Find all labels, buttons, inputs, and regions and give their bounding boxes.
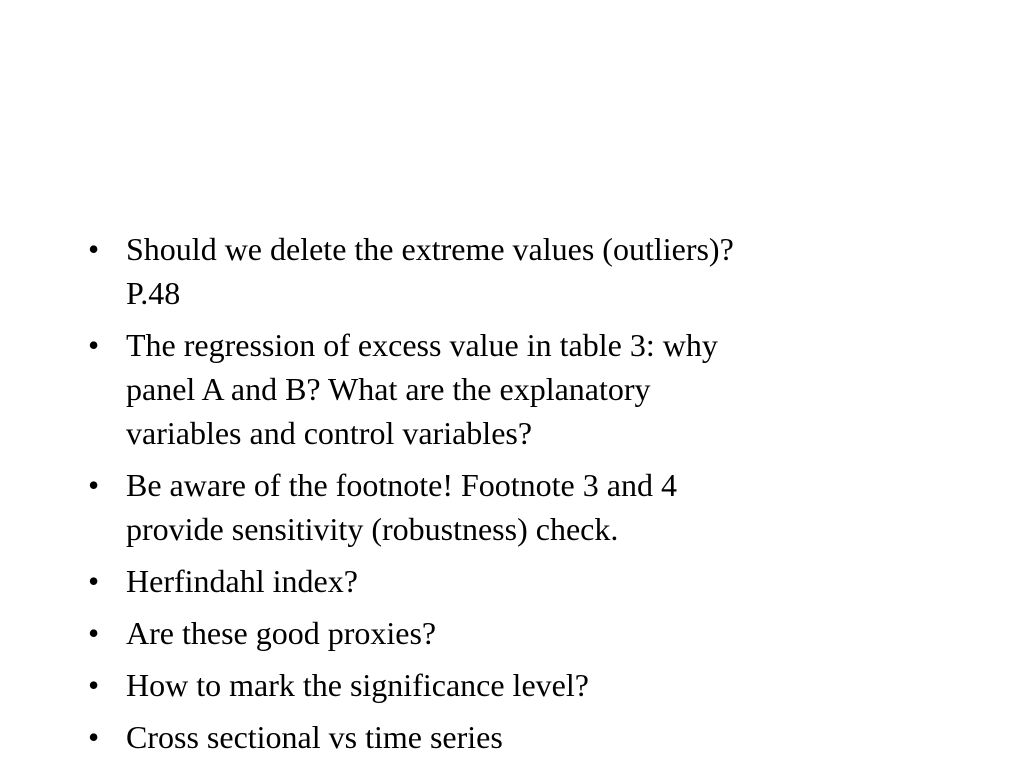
bullet-text: How to mark the significance level? [126, 667, 589, 703]
bullet-item-footnote [88, 463, 908, 551]
bullet-marker: • [88, 327, 100, 363]
bullet-text: Be aware of the footnote! Footnote 3 and 4 provide sensitivity (robustness) check. [126, 467, 677, 547]
bullet-list [88, 227, 908, 759]
bullet-text: Are these good proxies? [126, 615, 437, 651]
bullet-marker: • [88, 231, 100, 267]
bullet-marker: • [88, 467, 100, 503]
bullet-text: Cross sectional vs time series [126, 719, 503, 755]
bullet-item-herfindahl [88, 559, 908, 603]
bullet-marker: • [88, 615, 100, 651]
bullet-item-regression [88, 323, 908, 455]
bullet-marker: • [88, 667, 100, 703]
bullet-text: Herfindahl index? [126, 563, 358, 599]
bullet-item-cross-sectional [88, 715, 908, 759]
bullet-item-outliers [88, 227, 908, 315]
bullet-text: Should we delete the extreme values (outliers)? P.48 [126, 231, 734, 311]
bullet-marker: • [88, 563, 100, 599]
bullet-text: The regression of excess value in table 3: why panel A and B? What are the explanatory variables and control variables? [126, 327, 718, 451]
bullet-marker: • [88, 719, 100, 755]
bullet-item-proxies [88, 611, 908, 655]
bullet-item-significance [88, 663, 908, 707]
